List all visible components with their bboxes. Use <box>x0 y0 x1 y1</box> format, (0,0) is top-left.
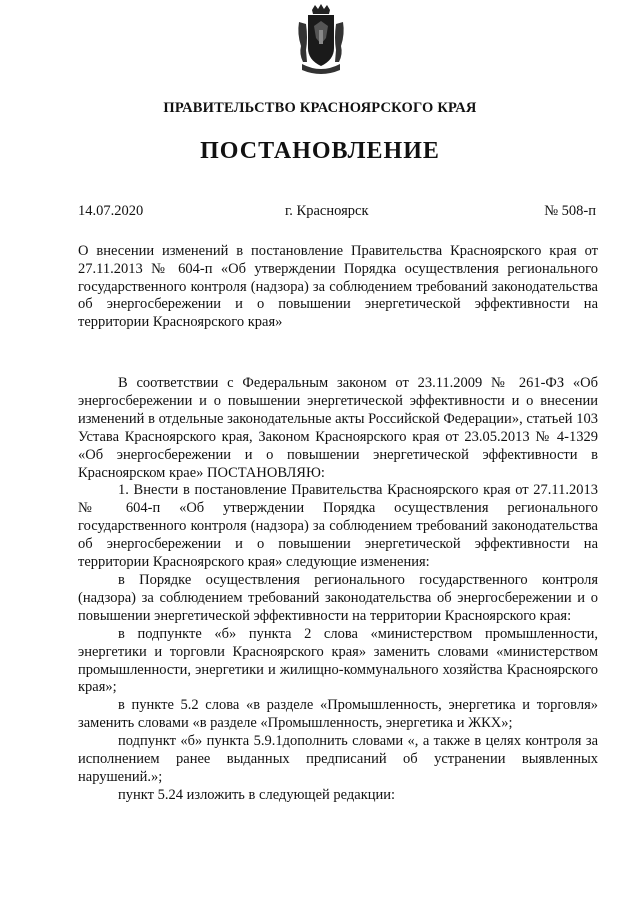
document-number: № 508-п <box>544 203 596 219</box>
body-paragraph: 1. Внести в постановление Правительства Красноярского края от 27.11.2013 № 604-п «Об утверждении Порядка осуществления регионального государственного контроля (надзора) за соблюдением требований законодательства об энергосбережении и о повышении энергетической эффективности на территории Красноярского края» следующие изменения: <box>78 482 598 571</box>
document-body <box>78 375 598 805</box>
body-paragraph: подпункт «б» пункта 5.9.1дополнить словами «, а также в целях контроля за исполнением ранее выданных предписаний об устранении выявленных нарушений.»; <box>78 733 598 785</box>
body-paragraph: в Порядке осуществления регионального государственного контроля (надзора) за соблюдением требований законодательства об энергосбережении и о повышении энергетической эффективности на территории Красноярского края: <box>78 571 598 624</box>
body-paragraph: В соответствии с Федеральным законом от 23.11.2009 № 261-ФЗ «Об энергосбережении и о повышении энергетической эффективности и о внесении изменений в отдельные законодательные акты Российской Федерации», статьей 103 Устава Красноярского края, Законом Красноярского края от 23.05.2013 № 4-1329 «Об энергосбережении и о повышении энергетической эффективности в Красноярском крае» ПОСТАНОВЛЯЮ: <box>78 375 598 481</box>
document-date: 14.07.2020 <box>78 203 144 219</box>
document-title: ПОСТАНОВЛЕНИЕ <box>200 138 440 164</box>
body-paragraph: в подпункте «б» пункта 2 слова «министерством промышленности, энергетики и торговли Красноярского края» заменить словами «министерством промышленности, энергетики и жилищно-коммунального хозяйства Красноярского края»; <box>78 625 598 696</box>
coat-of-arms-emblem <box>296 4 346 76</box>
body-paragraph: пункт 5.24 изложить в следующей редакции: <box>118 786 396 803</box>
body-paragraph: в пункте 5.2 слова «в разделе «Промышленность, энергетика и торговля» заменить словами «в разделе «Промышленность, энергетика и ЖКХ»; <box>78 697 598 732</box>
government-name: ПРАВИТЕЛЬСТВО КРАСНОЯРСКОГО КРАЯ <box>163 100 477 116</box>
document-city: г. Красноярск <box>285 203 369 219</box>
document-subject: О внесении изменений в постановление Правительства Красноярского края от 27.11.2013 № 604-п «Об утверждении Порядка осуществления регионального государственного контроля (надзора) за соблюдением требований законодательства об энергосбережении и о повышении энергетической эффективности на территории Красноярского края» <box>78 243 598 331</box>
